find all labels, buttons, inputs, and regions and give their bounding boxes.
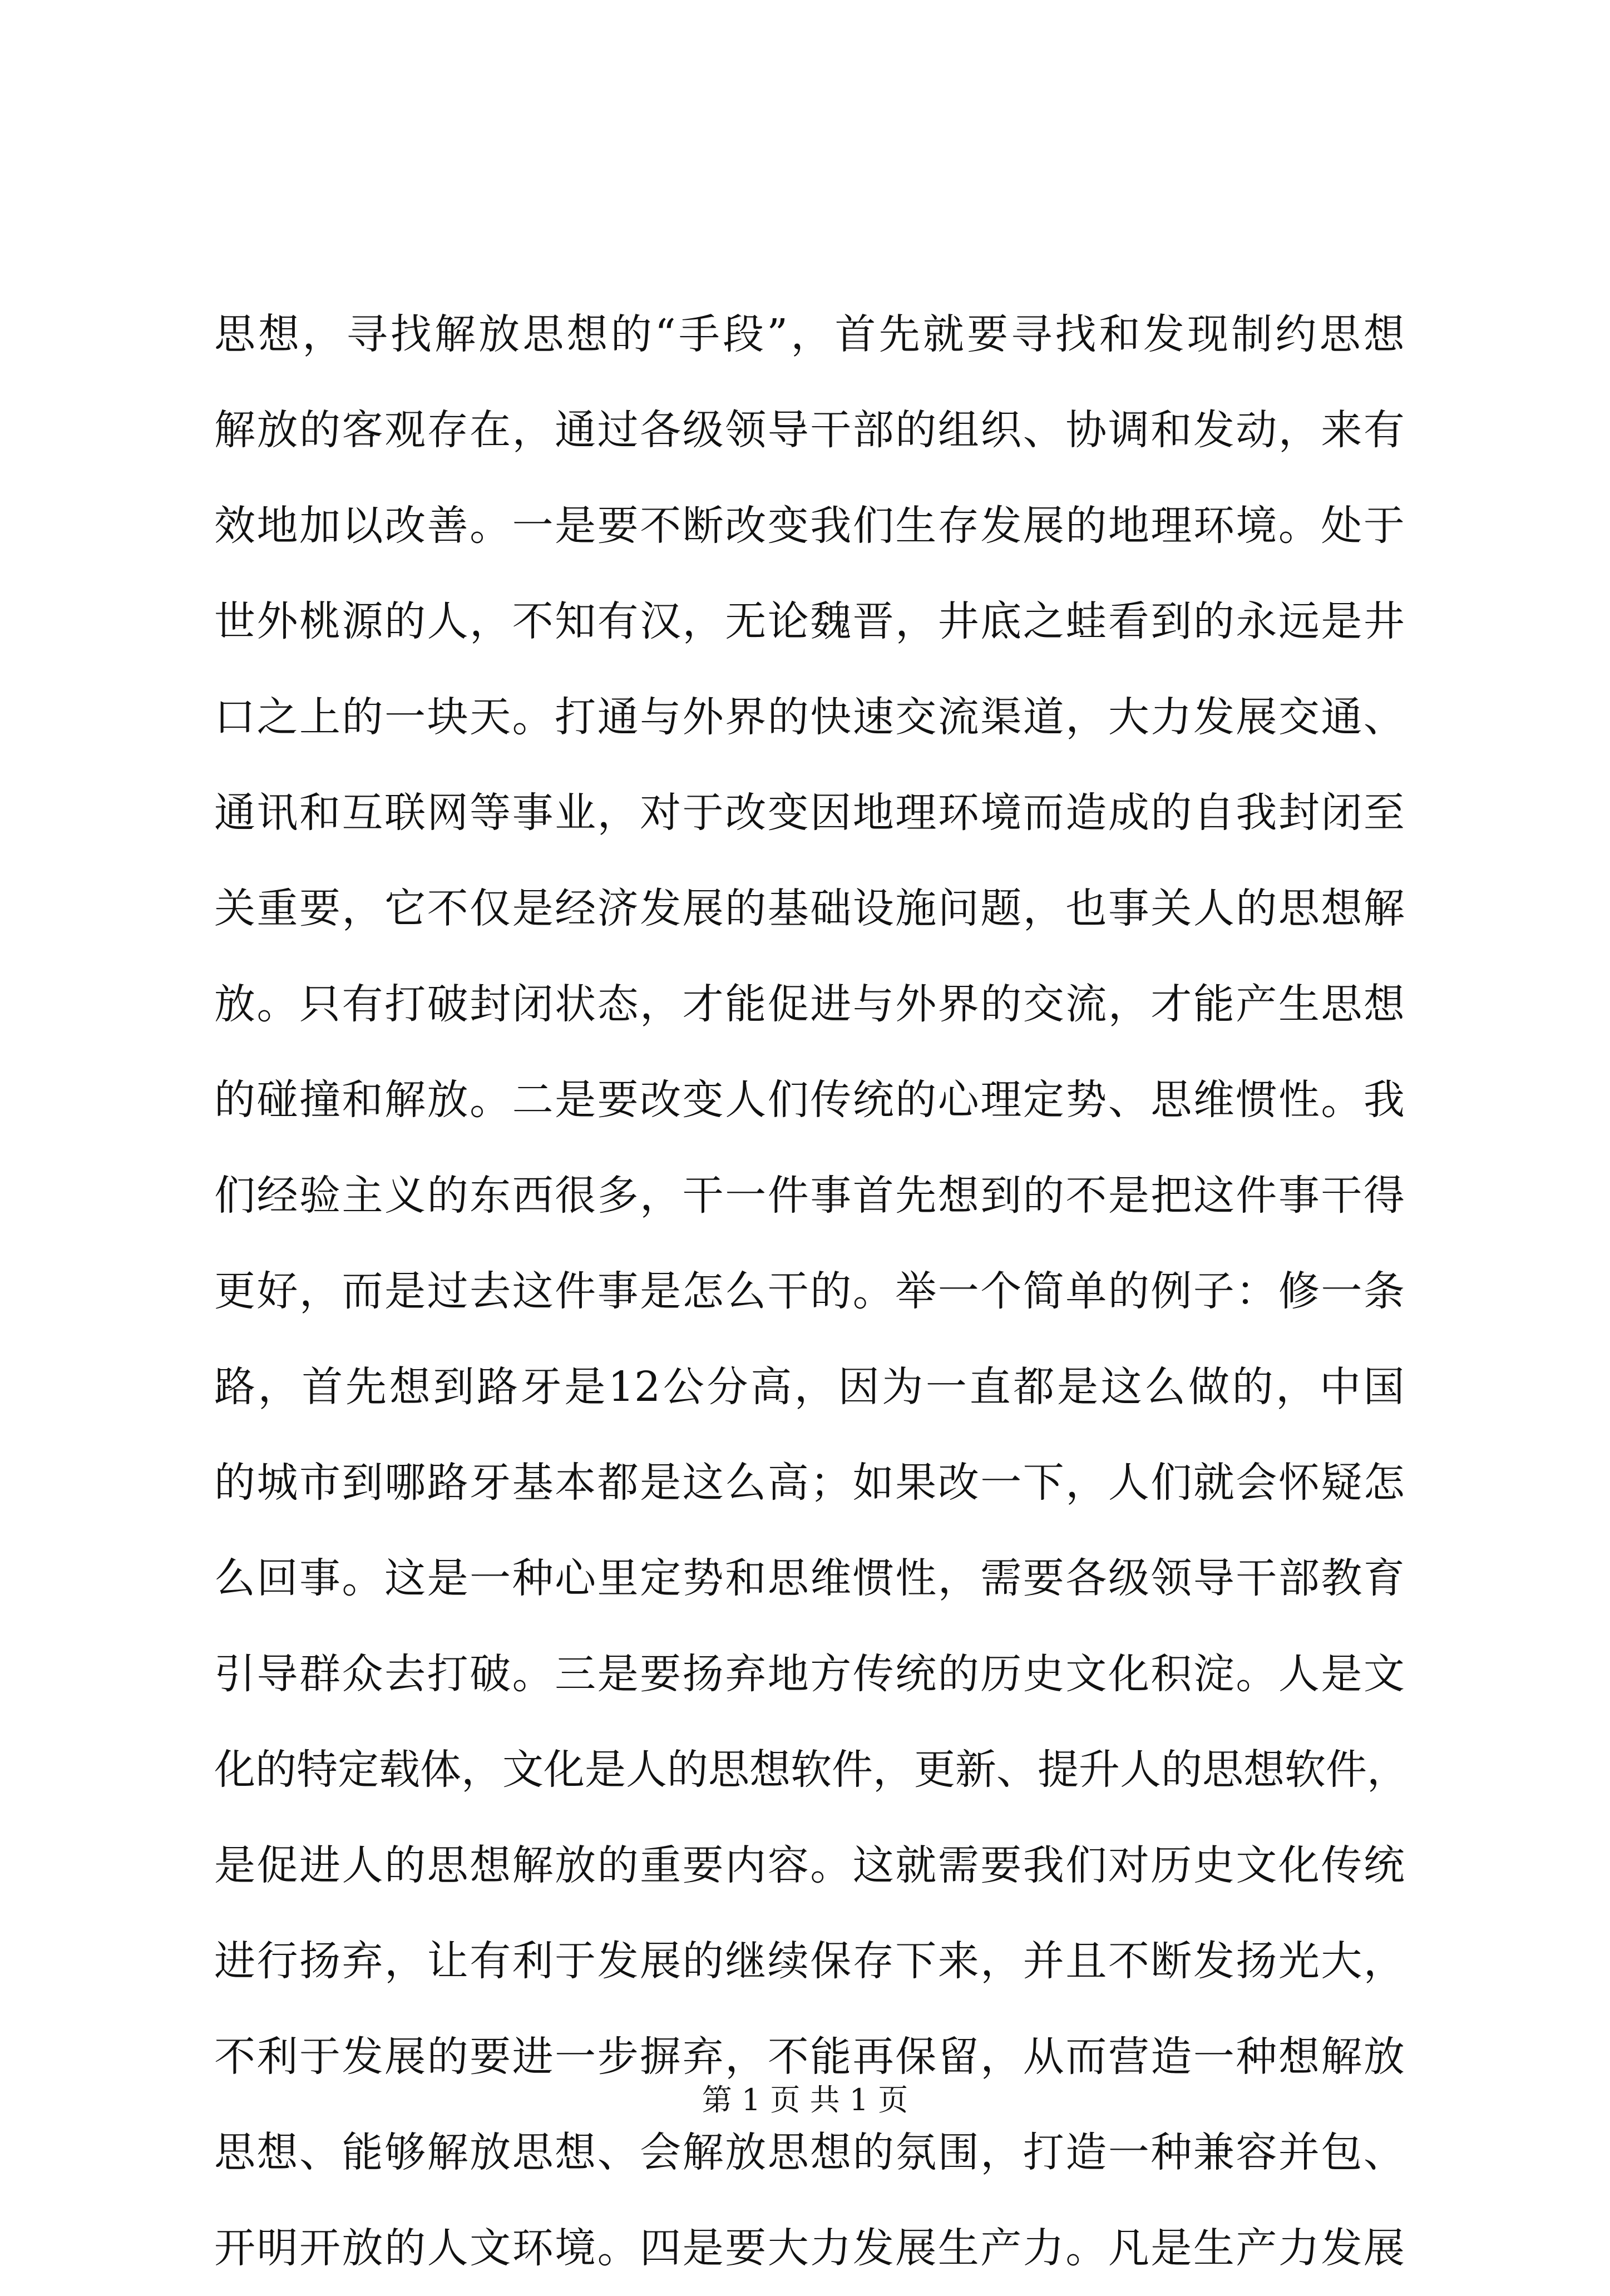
text-line: 的 城 市 到 哪 路 牙 基 本 都 是 这 么 高 ； 如 果 改 一 下 ， 人 们 就 会 怀 疑 怎 bbox=[214, 1459, 1405, 1507]
page-footer: 第 1 页 共 1 页 bbox=[702, 2082, 908, 2117]
text-line: 口 之 上 的 一 块 天 。 打 通 与 外 界 的 快 速 交 流 渠 道 ， 大 力 发 展 交 通 、 bbox=[214, 693, 1405, 741]
text-line: 思 想 、 能 够 解 放 思 想 、 会 解 放 思 想 的 氛 围 ， 打 造 一 种 兼 容 并 包 、 bbox=[214, 2129, 1405, 2176]
text-line: 们 经 验 主 义 的 东 西 很 多 ， 干 一 件 事 首 先 想 到 的 不 是 把 这 件 事 干 得 bbox=[214, 1172, 1405, 1219]
text-line: 世 外 桃 源 的 人 ， 不 知 有 汉 ， 无 论 魏 晋 ， 井 底 之 蛙 看 到 的 永 远 是 井 bbox=[214, 598, 1405, 645]
text-line: 是 促 进 人 的 思 想 解 放 的 重 要 内 容 。 这 就 需 要 我 们 对 历 史 文 化 传 统 bbox=[214, 1841, 1405, 1889]
text-line: 通 讯 和 互 联 网 等 事 业 ， 对 于 改 变 因 地 理 环 境 而 造 成 的 自 我 封 闭 至 bbox=[214, 789, 1405, 837]
text-line: 效 地 加 以 改 善 。 一 是 要 不 断 改 变 我 们 生 存 发 展 的 地 理 环 境 。 处 于 bbox=[214, 502, 1405, 550]
text-line: 不 利 于 发 展 的 要 进 一 步 摒 弃 ， 不 能 再 保 留 ， 从 而 营 造 一 种 想 解 放 bbox=[214, 2033, 1405, 2081]
text-line: 放 。 只 有 打 破 封 闭 状 态 ， 才 能 促 进 与 外 界 的 交 流 ， 才 能 产 生 思 想 bbox=[214, 980, 1405, 1028]
text-line: 么 回 事 。 这 是 一 种 心 里 定 势 和 思 维 惯 性 ， 需 要 各 级 领 导 干 部 教 育 bbox=[214, 1554, 1405, 1602]
body-text bbox=[214, 287, 1408, 2296]
text-line: 关 重 要 ， 它 不 仅 是 经 济 发 展 的 基 础 设 施 问 题 ， 也 事 关 人 的 思 想 解 bbox=[214, 885, 1405, 932]
text-line: 进 行 扬 弃 ， 让 有 利 于 发 展 的 继 续 保 存 下 来 ， 并 且 不 断 发 扬 光 大 ， bbox=[214, 1937, 1405, 1985]
text-line: 引 导 群 众 去 打 破 。 三 是 要 扬 弃 地 方 传 统 的 历 史 文 化 积 淀 。 人 是 文 bbox=[214, 1650, 1405, 1698]
text-line: 开 明 开 放 的 人 文 环 境 。 四 是 要 大 力 发 展 生 产 力 。 凡 是 生 产 力 发 展 bbox=[214, 2224, 1405, 2272]
text-line: 思 想 ， 寻 找 解 放 思 想 的 “ 手 段 ” ， 首 先 就 要 寻 找 和 发 现 制 约 思 想 bbox=[214, 310, 1405, 358]
text-line: 化 的 特 定 载 体 ， 文 化 是 人 的 思 想 软 件 ， 更 新 、 提 升 人 的 思 想 软 件 ， bbox=[214, 1746, 1408, 1794]
text-line: 解 放 的 客 观 存 在 ， 通 过 各 级 领 导 干 部 的 组 织 、 协 调 和 发 动 ， 来 有 bbox=[214, 406, 1405, 454]
text-line: 更 好 ， 而 是 过 去 这 件 事 是 怎 么 干 的 。 举 一 个 简 单 的 例 子 ： 修 一 条 bbox=[214, 1267, 1405, 1315]
text-line: 的 碰 撞 和 解 放 。 二 是 要 改 变 人 们 传 统 的 心 理 定 势 、 思 维 惯 性 。 我 bbox=[214, 1076, 1405, 1124]
text-line: 路 ， 首 先 想 到 路 牙 是 12 公 分 高 ， 因 为 一 直 都 是 这 么 做 的 ， 中 国 bbox=[214, 1363, 1405, 1411]
